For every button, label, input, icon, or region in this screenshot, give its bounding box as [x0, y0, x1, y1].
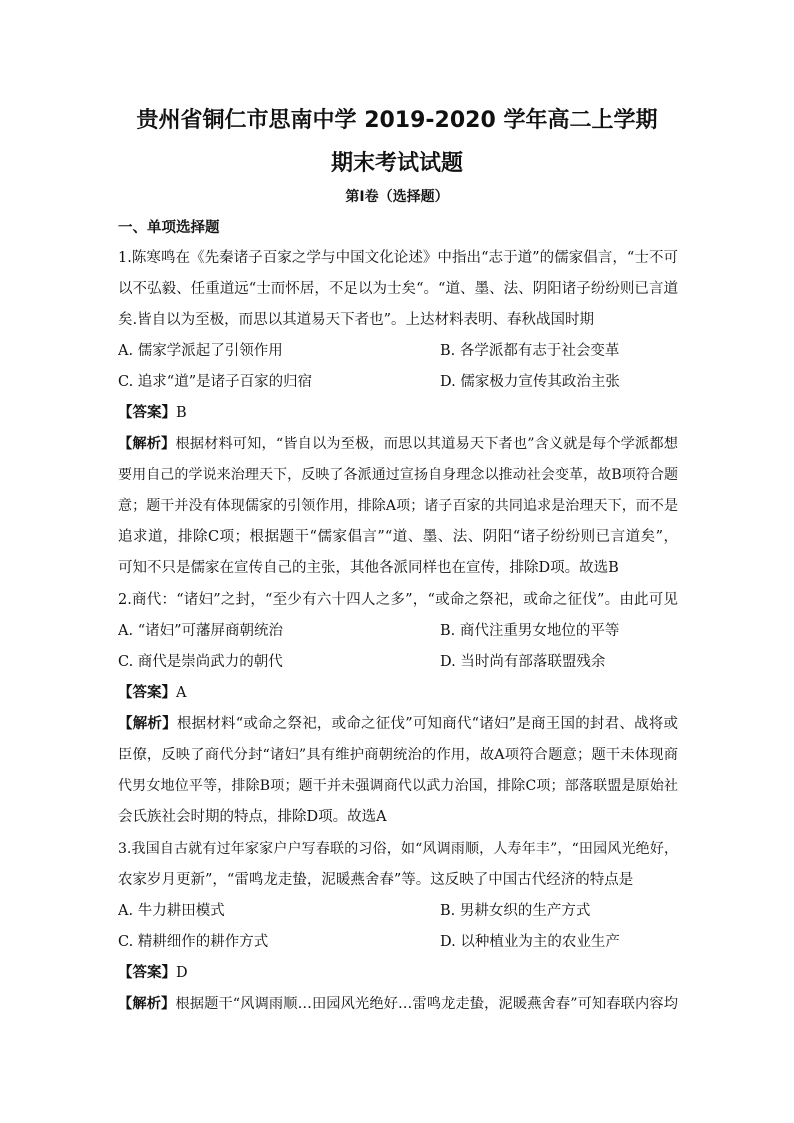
q1-analysis-text-1: 根据材料可知，“皆自以为至极，而思以其道易天下者也”含义就是每个学派都想	[175, 436, 678, 452]
q2-stem-line-1: 2.商代：“诸妇”之封，“至少有六十四人之多”，“或命之祭祀，或命之征伐”。由此可见	[118, 592, 678, 608]
q2-option-d: D. 当时尚有部落联盟残余	[440, 654, 606, 670]
answer-tag: 【答案】	[118, 965, 176, 981]
q1-analysis-line-2: 要用自己的学说来治理天下，反映了各派通过宣扬自身理念以推动社会变革，故B项符合题	[118, 467, 678, 483]
q3-option-b: B. 男耕女织的生产方式	[440, 903, 591, 919]
q2-analysis-line-3: 代男女地位平等，排除B项；题干并未强调商代以武力治国，排除C项；部落联盟是原始社	[118, 778, 678, 794]
q1-answer	[118, 403, 678, 423]
q3-option-a: A. 牛力耕田模式	[118, 903, 225, 919]
q1-stem-line-1: 1.陈寒鸣在《先秦诸子百家之学与中国文化论述》中指出“志于道”的儒家倡言，“士不可	[118, 250, 678, 266]
volume-heading: 第Ⅰ卷（选择题）	[345, 189, 449, 205]
q2-option-b: B. 商代注重男女地位的平等	[440, 623, 620, 639]
answer-tag: 【答案】	[118, 405, 176, 421]
q3-option-d: D. 以种植业为主的农业生产	[440, 934, 620, 950]
q1-analysis-line-4: 追求道，排除C项；根据题干“儒家倡言”“道、墨、法、阴阳“诸子纷纷则已言道矣”，	[118, 529, 678, 545]
q1-answer-value: B	[176, 405, 187, 421]
q3-stem-line-1: 3.我国自古就有过年家家户户写春联的习俗，如“风调雨顺，人寿年丰”，“田园风光绝好，	[118, 841, 678, 857]
q3-option-c: C. 精耕细作的耕作方式	[118, 934, 269, 950]
q3-stem-line-2: 农家岁月更新”，“雷鸣龙走蛰，泥暖燕舍春”等。这反映了中国古代经济的特点是	[118, 872, 634, 888]
answer-tag: 【答案】	[118, 685, 176, 701]
analysis-tag: 【解析】	[118, 716, 177, 732]
q2-analysis-text-1: 根据材料“或命之祭祀，或命之征伐”可知商代“诸妇”是商王国的封君、战将或	[176, 716, 678, 732]
q1-option-d: D. 儒家极力宣传其政治主张	[440, 374, 620, 390]
q3-analysis-text-1: 根据题干“风调雨顺…田园风光绝好…雷鸣龙走蛰，泥暖燕舍春”可知春联内容均	[175, 996, 678, 1012]
q3-answer-value: D	[176, 965, 188, 981]
q1-stem-line-3: 矣.皆自以为至极，而思以其道易天下者也”。上达材料表明、春秋战国时期	[118, 312, 595, 328]
q1-analysis-line-3: 意；题干并没有体现儒家的引领作用，排除A项；诸子百家的共同追求是治理天下，而不是	[118, 498, 678, 514]
q2-analysis-line-2: 臣僚，反映了商代分封“诸妇”具有维护商朝统治的作用，故A项符合题意；题干未体现商	[118, 747, 678, 763]
q1-analysis-line-5: 可知不只是儒家在宣传自己的主张，其他各派同样也在宣传，排除D项。故选B	[118, 560, 619, 576]
q2-analysis-line-4: 会氏族社会时期的特点，排除D项。故选A	[118, 809, 387, 825]
q2-option-c: C. 商代是崇尚武力的朝代	[118, 654, 283, 670]
section-heading: 一、单项选择题	[118, 220, 220, 236]
q1-option-c: C. 追求“道”是诸子百家的归宿	[118, 374, 313, 390]
q1-option-b: B. 各学派都有志于社会变革	[440, 343, 620, 359]
q2-analysis-line-1	[118, 714, 678, 734]
q3-answer	[118, 963, 678, 983]
q3-analysis-line-1	[118, 994, 678, 1014]
q2-answer	[118, 683, 678, 703]
exam-subtitle: 期末考试试题	[330, 151, 463, 176]
analysis-tag: 【解析】	[118, 996, 176, 1012]
q2-answer-value: A	[176, 685, 187, 701]
q2-option-a: A. “诸妇”可藩屏商朝统治	[118, 623, 284, 639]
exam-title: 贵州省铜仁市思南中学 2019-2020 学年高二上学期	[136, 108, 658, 133]
q1-stem-line-2: 以不弘毅、任重道远“士而怀居，不足以为士矣“。“道、墨、法、阴阳诸子纷纷则已言道	[118, 281, 678, 297]
q1-option-a: A. 儒家学派起了引领作用	[118, 343, 283, 359]
analysis-tag: 【解析】	[118, 436, 176, 452]
q1-analysis-line-1	[118, 434, 678, 454]
